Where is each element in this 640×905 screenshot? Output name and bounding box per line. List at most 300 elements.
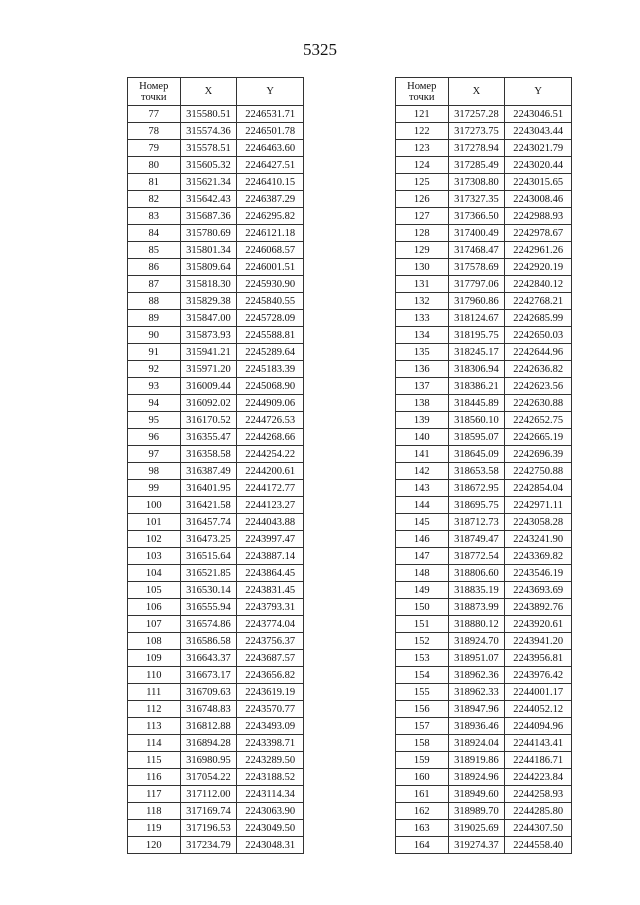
point-number-cell: 142 (396, 463, 449, 480)
x-coordinate-cell: 315941.21 (180, 344, 237, 361)
y-coordinate-cell: 2244285.80 (505, 803, 572, 820)
table-row (128, 293, 304, 310)
point-number-cell: 122 (396, 123, 449, 140)
y-coordinate-cell: 2245068.90 (237, 378, 304, 395)
table-row (396, 497, 572, 514)
y-coordinate-cell: 2244052.12 (505, 701, 572, 718)
y-coordinate-cell: 2244123.27 (237, 497, 304, 514)
x-coordinate-cell: 317234.79 (180, 837, 237, 854)
x-coordinate-cell: 316709.63 (180, 684, 237, 701)
x-coordinate-cell: 316009.44 (180, 378, 237, 395)
point-number-cell: 101 (128, 514, 181, 531)
point-number-cell: 100 (128, 497, 181, 514)
point-number-cell: 106 (128, 599, 181, 616)
point-number-cell: 162 (396, 803, 449, 820)
y-coordinate-cell: 2243058.28 (505, 514, 572, 531)
table-row (128, 497, 304, 514)
table-row (128, 701, 304, 718)
table-row (128, 650, 304, 667)
table-row (396, 463, 572, 480)
x-coordinate-cell: 316530.14 (180, 582, 237, 599)
x-coordinate-cell: 316673.17 (180, 667, 237, 684)
y-coordinate-cell: 2246001.51 (237, 259, 304, 276)
table-header-row (128, 78, 304, 106)
y-coordinate-cell: 2246501.78 (237, 123, 304, 140)
point-number-cell: 92 (128, 361, 181, 378)
x-coordinate-cell: 319274.37 (448, 837, 505, 854)
x-coordinate-cell: 317366.50 (448, 208, 505, 225)
table-row (396, 344, 572, 361)
x-coordinate-cell: 315829.38 (180, 293, 237, 310)
point-number-cell: 131 (396, 276, 449, 293)
point-number-cell: 93 (128, 378, 181, 395)
table-row (128, 208, 304, 225)
point-number-cell: 119 (128, 820, 181, 837)
x-coordinate-cell: 315873.93 (180, 327, 237, 344)
x-coordinate-cell: 317112.00 (180, 786, 237, 803)
x-coordinate-cell: 315687.36 (180, 208, 237, 225)
table-row (396, 837, 572, 854)
point-number-cell: 135 (396, 344, 449, 361)
y-coordinate-cell: 2243656.82 (237, 667, 304, 684)
y-coordinate-cell: 2244268.66 (237, 429, 304, 446)
x-coordinate-cell: 318873.99 (448, 599, 505, 616)
table-row (128, 820, 304, 837)
y-coordinate-cell: 2242630.88 (505, 395, 572, 412)
x-coordinate-cell: 318195.75 (448, 327, 505, 344)
table-row (128, 157, 304, 174)
x-coordinate-cell: 315971.20 (180, 361, 237, 378)
point-number-cell: 153 (396, 650, 449, 667)
y-coordinate-cell: 2244307.50 (505, 820, 572, 837)
point-number-cell: 148 (396, 565, 449, 582)
x-coordinate-cell: 318962.33 (448, 684, 505, 701)
y-coordinate-cell: 2242652.75 (505, 412, 572, 429)
y-coordinate-cell: 2243241.90 (505, 531, 572, 548)
table-row (396, 616, 572, 633)
y-coordinate-cell: 2246427.51 (237, 157, 304, 174)
y-coordinate-cell: 2244909.06 (237, 395, 304, 412)
y-coordinate-cell: 2242854.04 (505, 480, 572, 497)
x-coordinate-cell: 315621.34 (180, 174, 237, 191)
x-coordinate-cell: 318951.07 (448, 650, 505, 667)
x-coordinate-cell: 316401.95 (180, 480, 237, 497)
x-coordinate-cell: 315574.36 (180, 123, 237, 140)
table-row (128, 327, 304, 344)
y-coordinate-cell: 2244200.61 (237, 463, 304, 480)
y-coordinate-cell: 2243020.44 (505, 157, 572, 174)
point-number-cell: 147 (396, 548, 449, 565)
table-row (396, 531, 572, 548)
y-coordinate-cell: 2245588.81 (237, 327, 304, 344)
point-number-cell: 132 (396, 293, 449, 310)
y-coordinate-cell: 2242696.39 (505, 446, 572, 463)
y-coordinate-cell: 2243756.37 (237, 633, 304, 650)
y-coordinate-cell: 2245183.39 (237, 361, 304, 378)
table-row (396, 633, 572, 650)
point-number-cell: 110 (128, 667, 181, 684)
x-coordinate-cell: 315801.34 (180, 242, 237, 259)
point-number-cell: 143 (396, 480, 449, 497)
y-coordinate-cell: 2242920.19 (505, 259, 572, 276)
point-number-cell: 79 (128, 140, 181, 157)
y-coordinate-cell: 2243793.31 (237, 599, 304, 616)
x-coordinate-cell: 318386.21 (448, 378, 505, 395)
table-row (396, 378, 572, 395)
x-coordinate-cell: 317273.75 (448, 123, 505, 140)
y-coordinate-cell: 2242971.11 (505, 497, 572, 514)
y-coordinate-cell: 2243887.14 (237, 548, 304, 565)
point-number-cell: 113 (128, 718, 181, 735)
table-row (128, 446, 304, 463)
table-row (396, 429, 572, 446)
table-row (128, 310, 304, 327)
y-coordinate-cell: 2244258.93 (505, 786, 572, 803)
y-coordinate-cell: 2244094.96 (505, 718, 572, 735)
y-coordinate-cell: 2243114.34 (237, 786, 304, 803)
y-coordinate-cell: 2243008.46 (505, 191, 572, 208)
table-row (128, 786, 304, 803)
table-row (128, 684, 304, 701)
y-coordinate-cell: 2243693.69 (505, 582, 572, 599)
y-coordinate-cell: 2245930.90 (237, 276, 304, 293)
table-row (128, 548, 304, 565)
x-coordinate-cell: 318695.75 (448, 497, 505, 514)
x-coordinate-cell: 317169.74 (180, 803, 237, 820)
y-coordinate-cell: 2243369.82 (505, 548, 572, 565)
x-coordinate-cell: 318947.96 (448, 701, 505, 718)
x-coordinate-cell: 318924.96 (448, 769, 505, 786)
header-point-number: Номер точки (128, 78, 181, 106)
y-coordinate-cell: 2243049.50 (237, 820, 304, 837)
table-row (396, 140, 572, 157)
header-y: Y (505, 78, 572, 106)
y-coordinate-cell: 2246387.29 (237, 191, 304, 208)
x-coordinate-cell: 318653.58 (448, 463, 505, 480)
x-coordinate-cell: 318124.67 (448, 310, 505, 327)
table-row (128, 276, 304, 293)
y-coordinate-cell: 2242978.67 (505, 225, 572, 242)
point-number-cell: 138 (396, 395, 449, 412)
point-number-cell: 156 (396, 701, 449, 718)
point-number-cell: 80 (128, 157, 181, 174)
y-coordinate-cell: 2242750.88 (505, 463, 572, 480)
table-row (396, 293, 572, 310)
x-coordinate-cell: 318645.09 (448, 446, 505, 463)
table-row (128, 106, 304, 123)
point-number-cell: 160 (396, 769, 449, 786)
point-number-cell: 150 (396, 599, 449, 616)
table-row (396, 480, 572, 497)
x-coordinate-cell: 317797.06 (448, 276, 505, 293)
table-row (396, 310, 572, 327)
table-row (396, 701, 572, 718)
y-coordinate-cell: 2244043.88 (237, 514, 304, 531)
x-coordinate-cell: 318962.36 (448, 667, 505, 684)
point-number-cell: 125 (396, 174, 449, 191)
table-row (128, 633, 304, 650)
x-coordinate-cell: 318919.86 (448, 752, 505, 769)
y-coordinate-cell: 2243043.44 (505, 123, 572, 140)
point-number-cell: 89 (128, 310, 181, 327)
y-coordinate-cell: 2246295.82 (237, 208, 304, 225)
point-number-cell: 128 (396, 225, 449, 242)
table-row (128, 480, 304, 497)
table-row (128, 718, 304, 735)
table-row (396, 208, 572, 225)
table-row (396, 361, 572, 378)
y-coordinate-cell: 2243048.31 (237, 837, 304, 854)
y-coordinate-cell: 2245728.09 (237, 310, 304, 327)
x-coordinate-cell: 318924.70 (448, 633, 505, 650)
x-coordinate-cell: 319025.69 (448, 820, 505, 837)
table-row (128, 225, 304, 242)
x-coordinate-cell: 316092.02 (180, 395, 237, 412)
y-coordinate-cell: 2243021.79 (505, 140, 572, 157)
point-number-cell: 154 (396, 667, 449, 684)
table-row (396, 582, 572, 599)
table-row (128, 514, 304, 531)
x-coordinate-cell: 317400.49 (448, 225, 505, 242)
x-coordinate-cell: 318989.70 (448, 803, 505, 820)
point-number-cell: 102 (128, 531, 181, 548)
table-row (128, 361, 304, 378)
table-row (396, 820, 572, 837)
point-number-cell: 164 (396, 837, 449, 854)
x-coordinate-cell: 316170.52 (180, 412, 237, 429)
y-coordinate-cell: 2243976.42 (505, 667, 572, 684)
y-coordinate-cell: 2244558.40 (505, 837, 572, 854)
table-row (396, 684, 572, 701)
x-coordinate-cell: 315780.69 (180, 225, 237, 242)
x-coordinate-cell: 316894.28 (180, 735, 237, 752)
point-number-cell: 86 (128, 259, 181, 276)
x-coordinate-cell: 316980.95 (180, 752, 237, 769)
x-coordinate-cell: 318936.46 (448, 718, 505, 735)
x-coordinate-cell: 317257.28 (448, 106, 505, 123)
point-number-cell: 149 (396, 582, 449, 599)
x-coordinate-cell: 317196.53 (180, 820, 237, 837)
table-row (128, 123, 304, 140)
x-coordinate-cell: 316358.58 (180, 446, 237, 463)
point-number-cell: 130 (396, 259, 449, 276)
point-number-cell: 163 (396, 820, 449, 837)
header-x: X (448, 78, 505, 106)
table-row (396, 565, 572, 582)
x-coordinate-cell: 318772.54 (448, 548, 505, 565)
x-coordinate-cell: 316387.49 (180, 463, 237, 480)
table-row (128, 531, 304, 548)
table-row (128, 803, 304, 820)
y-coordinate-cell: 2244223.84 (505, 769, 572, 786)
point-number-cell: 133 (396, 310, 449, 327)
point-number-cell: 118 (128, 803, 181, 820)
point-number-cell: 114 (128, 735, 181, 752)
table-row (128, 140, 304, 157)
x-coordinate-cell: 317578.69 (448, 259, 505, 276)
point-number-cell: 126 (396, 191, 449, 208)
x-coordinate-cell: 315580.51 (180, 106, 237, 123)
point-number-cell: 88 (128, 293, 181, 310)
point-number-cell: 84 (128, 225, 181, 242)
point-number-cell: 116 (128, 769, 181, 786)
table-row (128, 259, 304, 276)
y-coordinate-cell: 2243546.19 (505, 565, 572, 582)
point-number-cell: 81 (128, 174, 181, 191)
x-coordinate-cell: 318560.10 (448, 412, 505, 429)
table-row (128, 463, 304, 480)
x-coordinate-cell: 318245.17 (448, 344, 505, 361)
table-row (396, 276, 572, 293)
x-coordinate-cell: 317285.49 (448, 157, 505, 174)
table-row (128, 412, 304, 429)
y-coordinate-cell: 2243892.76 (505, 599, 572, 616)
y-coordinate-cell: 2243493.09 (237, 718, 304, 735)
table-row (396, 735, 572, 752)
point-number-cell: 161 (396, 786, 449, 803)
page-number: 5325 (303, 40, 337, 59)
y-coordinate-cell: 2243619.19 (237, 684, 304, 701)
y-coordinate-cell: 2243941.20 (505, 633, 572, 650)
point-number-cell: 103 (128, 548, 181, 565)
x-coordinate-cell: 315809.64 (180, 259, 237, 276)
point-number-cell: 77 (128, 106, 181, 123)
table-row (128, 582, 304, 599)
x-coordinate-cell: 316812.88 (180, 718, 237, 735)
y-coordinate-cell: 2244726.53 (237, 412, 304, 429)
table-row (396, 752, 572, 769)
point-number-cell: 144 (396, 497, 449, 514)
table-row (396, 667, 572, 684)
point-number-cell: 94 (128, 395, 181, 412)
table-row (396, 803, 572, 820)
x-coordinate-cell: 318445.89 (448, 395, 505, 412)
table-row (396, 599, 572, 616)
x-coordinate-cell: 316473.25 (180, 531, 237, 548)
x-coordinate-cell: 316355.47 (180, 429, 237, 446)
table-row (128, 344, 304, 361)
y-coordinate-cell: 2242650.03 (505, 327, 572, 344)
point-number-cell: 140 (396, 429, 449, 446)
x-coordinate-cell: 318949.60 (448, 786, 505, 803)
point-number-cell: 97 (128, 446, 181, 463)
y-coordinate-cell: 2243188.52 (237, 769, 304, 786)
coordinates-table-right (395, 77, 572, 854)
point-number-cell: 112 (128, 701, 181, 718)
point-number-cell: 123 (396, 140, 449, 157)
coordinates-table-left (127, 77, 304, 854)
x-coordinate-cell: 318712.73 (448, 514, 505, 531)
table-row (396, 106, 572, 123)
x-coordinate-cell: 315818.30 (180, 276, 237, 293)
x-coordinate-cell: 318835.19 (448, 582, 505, 599)
table-row (396, 327, 572, 344)
table-row (396, 718, 572, 735)
point-number-cell: 151 (396, 616, 449, 633)
y-coordinate-cell: 2242685.99 (505, 310, 572, 327)
y-coordinate-cell: 2246068.57 (237, 242, 304, 259)
y-coordinate-cell: 2246121.18 (237, 225, 304, 242)
table-header-row (396, 78, 572, 106)
point-number-cell: 158 (396, 735, 449, 752)
x-coordinate-cell: 315578.51 (180, 140, 237, 157)
table-row (396, 157, 572, 174)
table-row (128, 191, 304, 208)
table-row (128, 769, 304, 786)
point-number-cell: 141 (396, 446, 449, 463)
x-coordinate-cell: 316574.86 (180, 616, 237, 633)
table-row (396, 174, 572, 191)
x-coordinate-cell: 318924.04 (448, 735, 505, 752)
y-coordinate-cell: 2243015.65 (505, 174, 572, 191)
point-number-cell: 121 (396, 106, 449, 123)
point-number-cell: 82 (128, 191, 181, 208)
point-number-cell: 145 (396, 514, 449, 531)
y-coordinate-cell: 2243956.81 (505, 650, 572, 667)
table-row (396, 123, 572, 140)
point-number-cell: 108 (128, 633, 181, 650)
table-row (128, 616, 304, 633)
point-number-cell: 137 (396, 378, 449, 395)
y-coordinate-cell: 2242768.21 (505, 293, 572, 310)
x-coordinate-cell: 315847.00 (180, 310, 237, 327)
y-coordinate-cell: 2246531.71 (237, 106, 304, 123)
point-number-cell: 91 (128, 344, 181, 361)
x-coordinate-cell: 316586.58 (180, 633, 237, 650)
y-coordinate-cell: 2243831.45 (237, 582, 304, 599)
point-number-cell: 159 (396, 752, 449, 769)
header-point-number: Номер точки (396, 78, 449, 106)
y-coordinate-cell: 2243997.47 (237, 531, 304, 548)
table-row (128, 174, 304, 191)
table-row (128, 395, 304, 412)
point-number-cell: 136 (396, 361, 449, 378)
table-row (128, 599, 304, 616)
point-number-cell: 120 (128, 837, 181, 854)
table-row (396, 650, 572, 667)
table-row (396, 412, 572, 429)
y-coordinate-cell: 2242665.19 (505, 429, 572, 446)
table-row (396, 548, 572, 565)
y-coordinate-cell: 2244254.22 (237, 446, 304, 463)
x-coordinate-cell: 318749.47 (448, 531, 505, 548)
y-coordinate-cell: 2244186.71 (505, 752, 572, 769)
x-coordinate-cell: 318595.07 (448, 429, 505, 446)
table-row (396, 446, 572, 463)
point-number-cell: 98 (128, 463, 181, 480)
point-number-cell: 90 (128, 327, 181, 344)
y-coordinate-cell: 2246410.15 (237, 174, 304, 191)
point-number-cell: 95 (128, 412, 181, 429)
point-number-cell: 107 (128, 616, 181, 633)
y-coordinate-cell: 2243063.90 (237, 803, 304, 820)
y-coordinate-cell: 2244001.17 (505, 684, 572, 701)
table-row (128, 837, 304, 854)
x-coordinate-cell: 316748.83 (180, 701, 237, 718)
x-coordinate-cell: 317960.86 (448, 293, 505, 310)
point-number-cell: 105 (128, 582, 181, 599)
table-row (396, 191, 572, 208)
point-number-cell: 155 (396, 684, 449, 701)
y-coordinate-cell: 2243687.57 (237, 650, 304, 667)
point-number-cell: 78 (128, 123, 181, 140)
x-coordinate-cell: 317054.22 (180, 769, 237, 786)
x-coordinate-cell: 318672.95 (448, 480, 505, 497)
table-row (396, 242, 572, 259)
x-coordinate-cell: 318806.60 (448, 565, 505, 582)
y-coordinate-cell: 2242623.56 (505, 378, 572, 395)
y-coordinate-cell: 2242961.26 (505, 242, 572, 259)
